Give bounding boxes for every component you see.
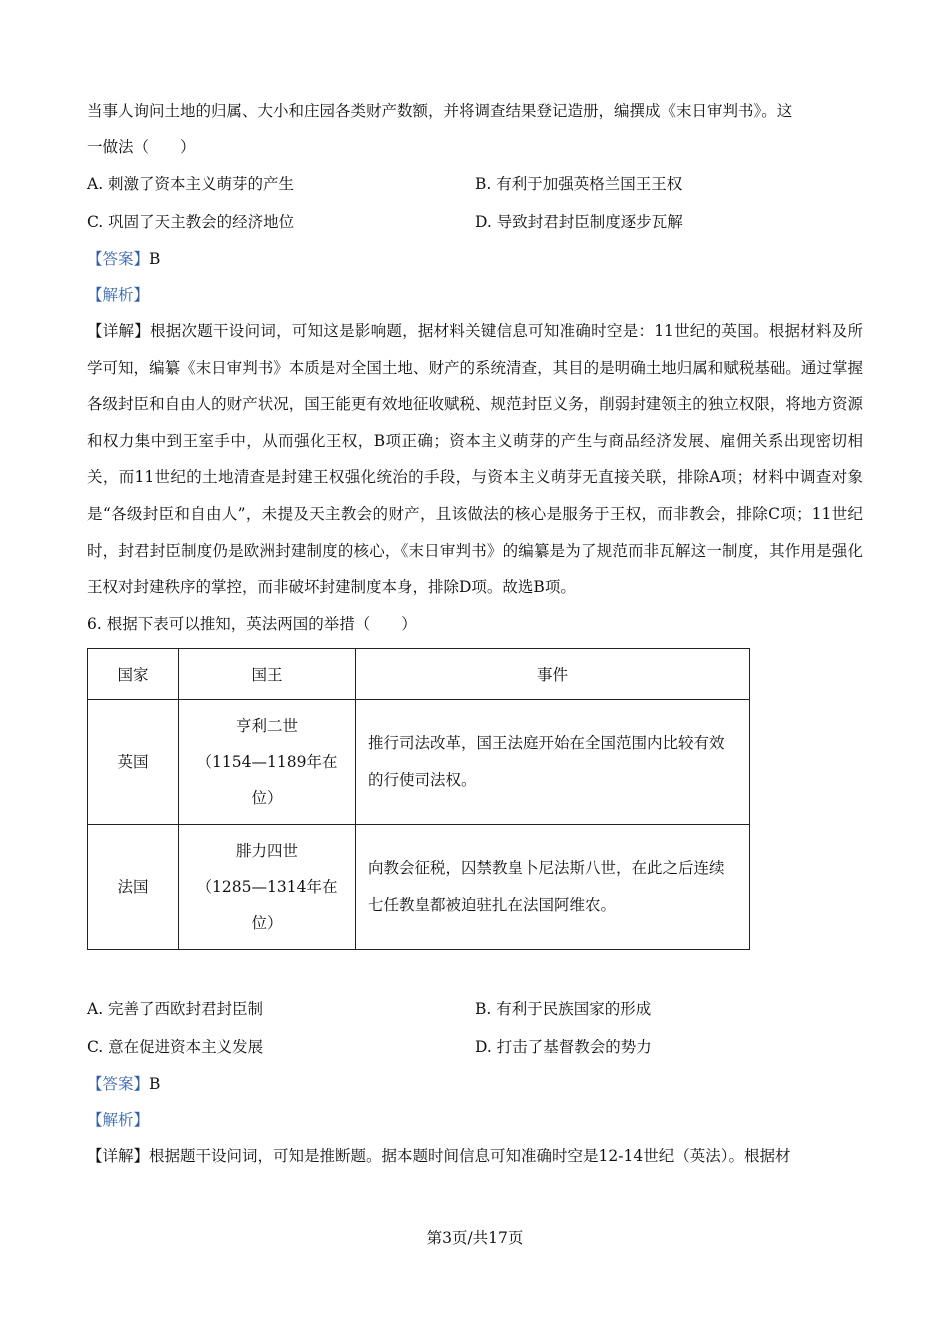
answer-value: B xyxy=(149,250,161,268)
q6-option-a: A. 完善了西欧封君封臣制 xyxy=(87,999,264,1018)
king-reign-b: 位） xyxy=(251,913,283,932)
q5-stem-line1: 当事人询问土地的归属、大小和庄园各类财产数额，并将调查结果登记造册，编撰成《末日审判书》。这 xyxy=(87,102,793,120)
q5-stem-line2: 一做法（ ） xyxy=(87,138,196,156)
detail-text: 根据题干设问词，可知是推断题。据本题时间信息可知准确时空是12-14世纪（英法）。根据材 xyxy=(149,1146,791,1165)
q6-analysis-label: 【解析】 xyxy=(87,1110,150,1129)
header-country: 国家 xyxy=(88,648,179,699)
q6-table xyxy=(87,648,750,950)
table-row xyxy=(88,824,750,949)
q5-analysis-label: 【解析】 xyxy=(87,286,150,304)
q6-options-row1 xyxy=(87,990,863,1028)
answer-label: 【答案】 xyxy=(87,1074,150,1093)
q6-option-c: C. 意在促进资本主义发展 xyxy=(87,1037,264,1056)
table-header-row xyxy=(88,648,750,699)
q6-option-b: B. 有利于民族国家的形成 xyxy=(475,999,652,1018)
q6-options-row2 xyxy=(87,1028,863,1066)
q5-option-b: B. 有利于加强英格兰国王王权 xyxy=(475,175,683,193)
king-reign-a: （1154—1189年在 xyxy=(196,752,338,771)
cell-country: 法国 xyxy=(88,824,179,949)
document-page xyxy=(87,93,863,1174)
header-king: 国王 xyxy=(179,648,356,699)
cell-event: 推行司法改革，国王法庭开始在全国范围内比较有效的行使司法权。 xyxy=(356,699,750,824)
king-name: 腓力四世 xyxy=(235,841,298,860)
q5-answer xyxy=(87,241,863,277)
answer-label: 【答案】 xyxy=(87,250,150,268)
answer-value: B xyxy=(149,1074,161,1093)
q5-option-a: A. 刺激了资本主义萌芽的产生 xyxy=(87,175,295,193)
q5-option-c: C. 巩固了天主教会的经济地位 xyxy=(87,213,295,231)
king-name: 亨利二世 xyxy=(235,716,298,735)
king-reign-a: （1285—1314年在 xyxy=(196,877,338,896)
q6-detail xyxy=(87,1138,863,1174)
cell-country: 英国 xyxy=(88,699,179,824)
q6-answer xyxy=(87,1066,863,1102)
detail-label: 【详解】 xyxy=(87,322,151,340)
cell-king xyxy=(179,824,356,949)
q6-stem: 6. 根据下表可以推知，英法两国的举措（ ） xyxy=(87,614,417,633)
q5-options-row2 xyxy=(87,203,863,241)
page-footer: 第3页/共17页 xyxy=(426,1229,524,1247)
header-event: 事件 xyxy=(356,648,750,699)
detail-label: 【详解】 xyxy=(87,1146,150,1165)
cell-event: 向教会征税，囚禁教皇卜尼法斯八世，在此之后连续七任教皇都被迫驻扎在法国阿维农。 xyxy=(356,824,750,949)
q5-option-d: D. 导致封君封臣制度逐步瓦解 xyxy=(475,213,683,231)
q5-detail xyxy=(87,313,863,606)
detail-text: 根据次题干设问词，可知这是影响题，据材料关键信息可知准确时空是：11世纪的英国。根据材料及所学可知，编纂《末日审判书》本质是对全国土地、财产的系统清查，其目的是明确土地归属和赋税基础。通过掌握各级封臣和自由人的财产状况，国王能更有效地征收赋税、规范封臣义务，削弱封建领主的独立权限，将地方资源和权力集中到王室手中，从而强化王权，B项正确；资本主义萌芽的产生与商品经济发展、雇佣关系出现密切相关，而11世纪的土地清查是封建王权强化统治的手段，与资本主义萌芽无直接关联，排除A项；材料中调查对象是“各级封臣和自由人”，未提及天主教会的财产，且该做法的核心是服务于王权，而非教会，排除C项；11世纪时，封君封臣制度仍是欧洲封建制度的核心，《末日审判书》的编纂是为了规范而非瓦解这一制度，其作用是强化王权对封建秩序的掌控，而非破坏封建制度本身，排除D项。故选B项。 xyxy=(87,322,863,597)
q6-option-d: D. 打击了基督教会的势力 xyxy=(475,1037,652,1056)
table-row xyxy=(88,699,750,824)
king-reign-b: 位） xyxy=(251,788,283,807)
q5-options-row1 xyxy=(87,165,863,203)
cell-king xyxy=(179,699,356,824)
